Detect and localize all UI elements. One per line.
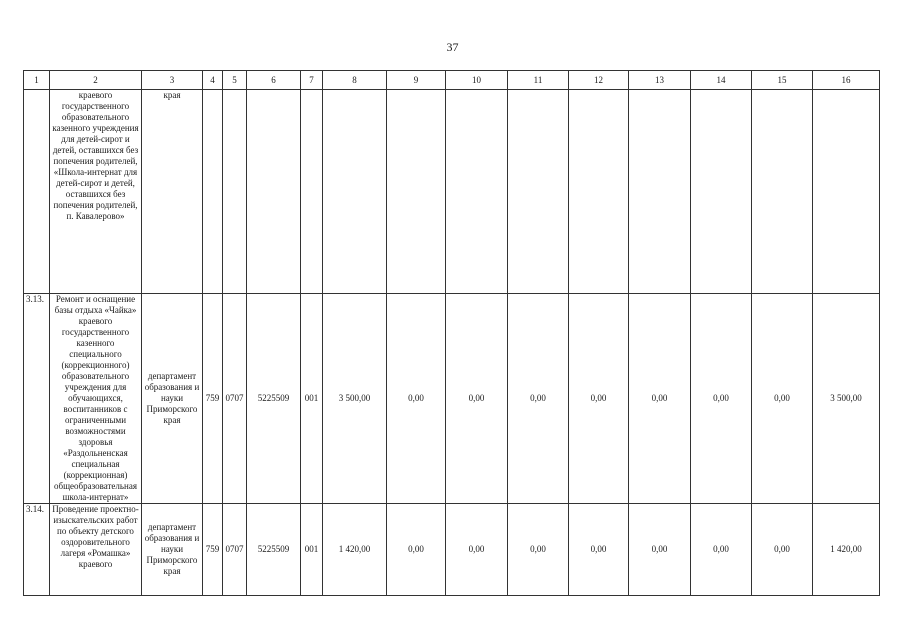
cell-col4 xyxy=(203,90,223,294)
column-number: 13 xyxy=(629,71,691,90)
column-number: 12 xyxy=(569,71,629,90)
cell-col15: 0,00 xyxy=(752,504,813,596)
cell-col9: 0,00 xyxy=(387,294,446,504)
column-number: 9 xyxy=(387,71,446,90)
column-number: 7 xyxy=(301,71,323,90)
cell-col16: 1 420,00 xyxy=(813,504,880,596)
cell-col9 xyxy=(387,90,446,294)
row-number: 3.13. xyxy=(24,294,50,504)
cell-col10: 0,00 xyxy=(446,294,508,504)
cell-col5: 0707 xyxy=(223,294,247,504)
budget-table xyxy=(23,70,880,596)
column-number: 6 xyxy=(247,71,301,90)
measure-name: Ремонт и оснащение базы отдыха «Чайка» краевого государственного казенного специального (коррекционного) образовательного учреждения для обучающихся, воспитанников с ограниченными возможностями здоровья «Раздольненская специальная (коррекционная) общеобразовательная школа-интернат» xyxy=(50,294,142,504)
cell-col16 xyxy=(813,90,880,294)
column-number: 4 xyxy=(203,71,223,90)
responsible-department: департамент образования и науки Приморского края xyxy=(142,294,203,504)
cell-col4: 759 xyxy=(203,294,223,504)
cell-col14: 0,00 xyxy=(691,504,752,596)
cell-col10: 0,00 xyxy=(446,504,508,596)
column-number: 2 xyxy=(50,71,142,90)
cell-col8: 3 500,00 xyxy=(323,294,387,504)
table-row xyxy=(24,90,880,294)
cell-col11: 0,00 xyxy=(508,294,569,504)
cell-col13: 0,00 xyxy=(629,294,691,504)
cell-col14 xyxy=(691,90,752,294)
cell-col16: 3 500,00 xyxy=(813,294,880,504)
table-row xyxy=(24,294,880,504)
cell-col6: 5225509 xyxy=(247,504,301,596)
cell-col13 xyxy=(629,90,691,294)
responsible-department: департамент образования и науки Приморского края xyxy=(142,504,203,596)
row-number: 3.14. xyxy=(24,504,50,596)
table-row xyxy=(24,504,880,596)
cell-col10 xyxy=(446,90,508,294)
column-number: 15 xyxy=(752,71,813,90)
cell-col13: 0,00 xyxy=(629,504,691,596)
cell-col6 xyxy=(247,90,301,294)
measure-name: Проведение проектно-изыскательских работ по объекту детского оздоровительного лагеря «Ромашка» краевого xyxy=(50,504,142,596)
cell-col15 xyxy=(752,90,813,294)
cell-col15: 0,00 xyxy=(752,294,813,504)
cell-col6: 5225509 xyxy=(247,294,301,504)
cell-col14: 0,00 xyxy=(691,294,752,504)
column-number: 11 xyxy=(508,71,569,90)
cell-col8: 1 420,00 xyxy=(323,504,387,596)
cell-col12: 0,00 xyxy=(569,504,629,596)
measure-name: краевого государственного образовательного казенного учреждения для детей-сирот и детей, оставшихся без попечения родителей, «Школа-интернат для детей-сирот и детей, оставшихся без попечения родителей, п. Кавалерово» xyxy=(50,90,142,294)
cell-col5: 0707 xyxy=(223,504,247,596)
cell-col11: 0,00 xyxy=(508,504,569,596)
column-number: 8 xyxy=(323,71,387,90)
page-number: 37 xyxy=(446,40,459,54)
column-number: 10 xyxy=(446,71,508,90)
column-number-row xyxy=(24,71,880,90)
cell-col12: 0,00 xyxy=(569,294,629,504)
cell-col12 xyxy=(569,90,629,294)
cell-col4: 759 xyxy=(203,504,223,596)
cell-col11 xyxy=(508,90,569,294)
column-number: 1 xyxy=(24,71,50,90)
responsible-department: края xyxy=(142,90,203,294)
cell-col8 xyxy=(323,90,387,294)
column-number: 14 xyxy=(691,71,752,90)
cell-col9: 0,00 xyxy=(387,504,446,596)
cell-col7 xyxy=(301,90,323,294)
cell-col5 xyxy=(223,90,247,294)
cell-col7: 001 xyxy=(301,504,323,596)
column-number: 3 xyxy=(142,71,203,90)
column-number: 5 xyxy=(223,71,247,90)
row-number xyxy=(24,90,50,294)
column-number: 16 xyxy=(813,71,880,90)
cell-col7: 001 xyxy=(301,294,323,504)
